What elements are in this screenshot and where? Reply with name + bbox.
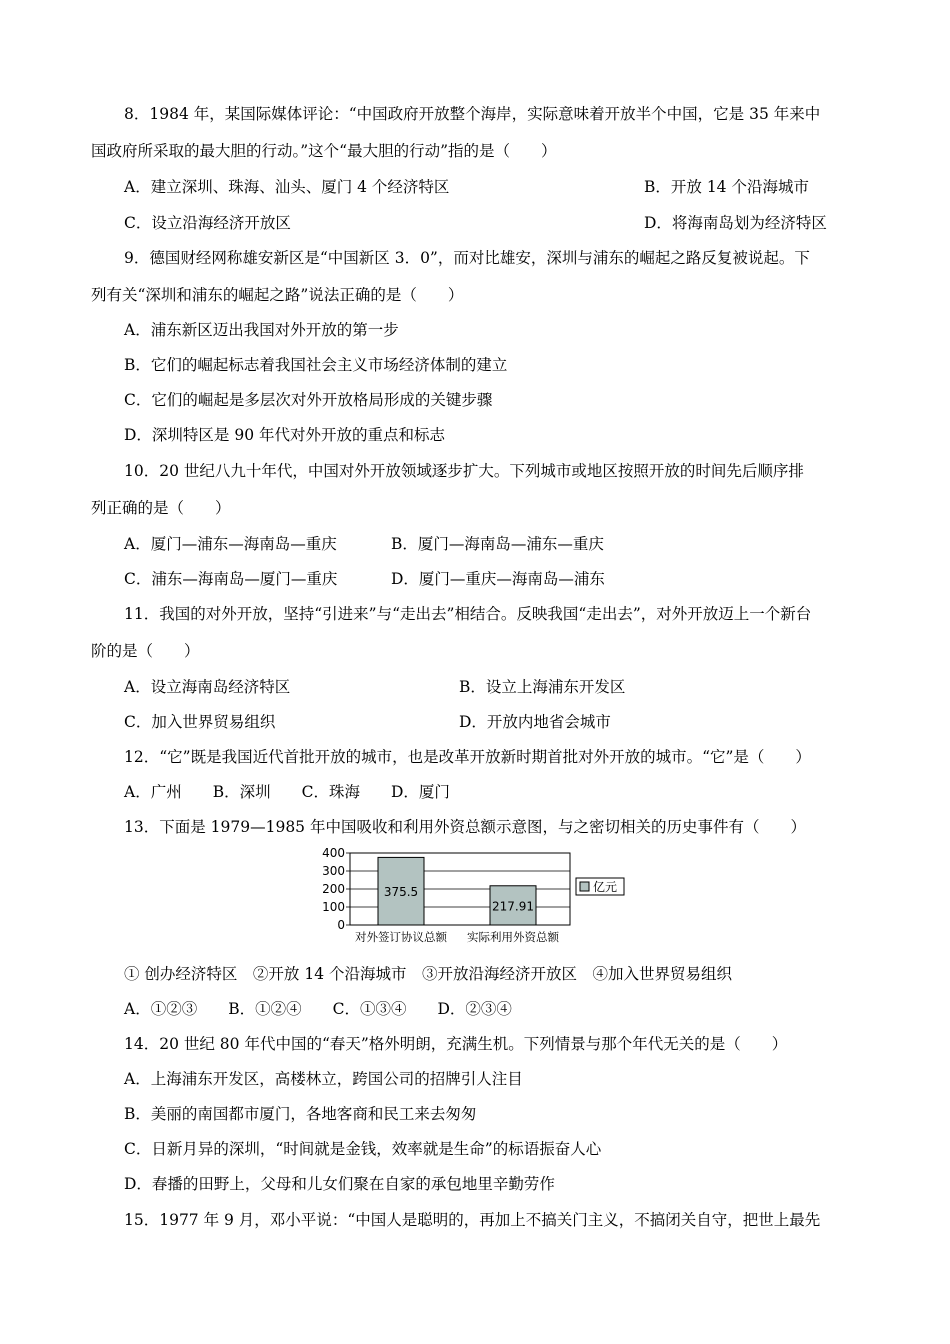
- q11-stem-line2: 阶的是（ ）: [91, 642, 200, 660]
- q10-option-b: B．厦门—海南岛—浦东—重庆: [391, 535, 604, 553]
- q9-option-c: C．它们的崛起是多层次对外开放格局形成的关键步骤: [124, 391, 493, 409]
- q13-events: ① 创办经济特区 ②开放 14 个沿海城市 ③开放沿海经济开放区 ④加入世界贸易组织: [124, 965, 733, 983]
- q11-option-b: B．设立上海浦东开发区: [459, 678, 626, 696]
- q11-option-d: D．开放内地省会城市: [459, 713, 611, 731]
- q10-option-a: A．厦门—浦东—海南岛—重庆: [124, 535, 337, 553]
- q9-option-d: D．深圳特区是 90 年代对外开放的重点和标志: [124, 426, 446, 444]
- q10-stem-line1: 10．20 世纪八九十年代，中国对外开放领域逐步扩大。下列城市或地区按照开放的时间先后顺序排: [124, 462, 804, 480]
- q10-stem-line2: 列正确的是（ ）: [91, 499, 231, 517]
- legend-swatch: [580, 882, 589, 891]
- q8-stem-line2: 国政府所采取的最大胆的行动。”这个“最大胆的行动”指的是（ ）: [91, 142, 557, 160]
- q9-option-b: B．它们的崛起标志着我国社会主义市场经济体制的建立: [124, 356, 508, 374]
- q12-stem: 12．“它”既是我国近代首批开放的城市，也是改革开放新时期首批对外开放的城市。“它”是（ ）: [124, 748, 811, 766]
- y-tick-label: 100: [322, 900, 345, 914]
- q8-option-c: C．设立沿海经济开放区: [124, 214, 291, 232]
- q15-stem-line1: 15．1977 年 9 月，邓小平说：“中国人是聪明的，再加上不搞关门主义，不搞闭关自守，把世上最先: [124, 1211, 821, 1229]
- y-tick-label: 400: [322, 846, 345, 860]
- q14-stem: 14．20 世纪 80 年代中国的“春天”格外明朗，充满生机。下列情景与那个年代无关的是（ ）: [124, 1035, 788, 1053]
- q11-stem-line1: 11．我国的对外开放，坚持“引进来”与“走出去”相结合。反映我国“走出去”，对外开放迈上一个新台: [124, 605, 812, 623]
- bar-value-label: 217.91: [492, 899, 534, 914]
- legend-label: 亿元: [593, 880, 618, 894]
- q9-stem-line1: 9．德国财经网称雄安新区是“中国新区 3．0”，而对比雄安，深圳与浦东的崛起之路反复被说起。下: [124, 249, 810, 267]
- q9-option-a: A．浦东新区迈出我国对外开放的第一步: [124, 321, 399, 339]
- q11-option-c: C．加入世界贸易组织: [124, 713, 276, 731]
- q9-stem-line2: 列有关“深圳和浦东的崛起之路”说法正确的是（ ）: [91, 286, 464, 304]
- q14-option-c: C．日新月异的深圳，“时间就是金钱，效率就是生命”的标语振奋人心: [124, 1140, 602, 1158]
- q14-option-b: B．美丽的南国都市厦门，各地客商和民工来去匆匆: [124, 1105, 477, 1123]
- y-tick-label: 200: [322, 882, 345, 896]
- x-category-label: 对外签订协议总额: [355, 930, 447, 944]
- q8-option-b: B．开放 14 个沿海城市: [644, 178, 809, 196]
- bar-value-label: 375.5: [383, 885, 419, 900]
- y-tick-label: 0: [337, 918, 345, 932]
- q13-stem: 13．下面是 1979—1985 年中国吸收和利用外资总额示意图，与之密切相关的历史事件有（ ）: [124, 818, 806, 836]
- q8-option-d: D．将海南岛划为经济特区: [644, 214, 827, 232]
- q12-options: A．广州 B．深圳 C．珠海 D．厦门: [124, 783, 450, 801]
- bar-chart: [318, 846, 638, 950]
- q10-option-c: C．浦东—海南岛—厦门—重庆: [124, 570, 338, 588]
- y-tick-label: 300: [322, 864, 345, 878]
- q8-stem-line1: 8．1984 年，某国际媒体评论：“中国政府开放整个海岸，实际意味着开放半个中国，它是 35 年来中: [124, 105, 821, 123]
- x-category-label: 实际利用外资总额: [467, 930, 559, 944]
- q14-option-d: D．春播的田野上，父母和儿女们聚在自家的承包地里辛勤劳作: [124, 1175, 555, 1193]
- q11-option-a: A．设立海南岛经济特区: [124, 678, 291, 696]
- q13-options: A．①②③ B．①②④ C．①③④ D．②③④: [124, 1000, 512, 1018]
- q10-option-d: D．厦门—重庆—海南岛—浦东: [391, 570, 605, 588]
- q14-option-a: A．上海浦东开发区，高楼林立，跨国公司的招牌引人注目: [124, 1070, 523, 1088]
- q8-option-a: A．建立深圳、珠海、汕头、厦门 4 个经济特区: [124, 178, 450, 196]
